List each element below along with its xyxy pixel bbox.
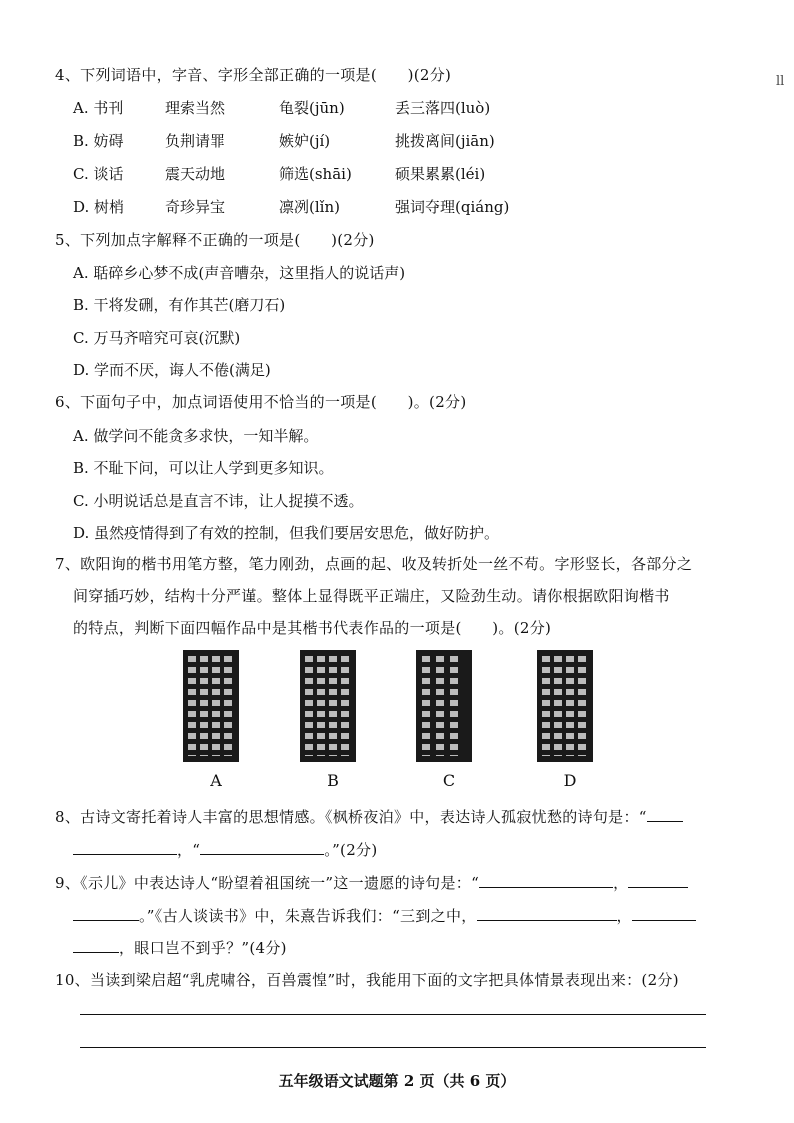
calligraphy-label-a: A: [210, 771, 222, 790]
question-6-stem: 6、下面句子中，加点词语使用不恰当的一项是( )。(2分): [55, 393, 467, 411]
question-7-line-3: 的特点，判断下面四幅作品中是其楷书代表作品的一项是( )。(2分): [73, 619, 552, 637]
calligraphy-label-c: C: [442, 771, 456, 790]
answer-blank[interactable]: [73, 840, 177, 855]
calligraphy-sample-a: [183, 650, 239, 762]
question-5-option-d: D. 学而不厌，诲人不倦(满足): [73, 361, 271, 379]
answer-blank[interactable]: [73, 938, 119, 953]
question-6-option-c: C. 小明说话总是直言不讳，让人捉摸不透。: [73, 492, 364, 510]
calligraphy-label-b: B: [327, 771, 339, 790]
calligraphy-sample-b: [300, 650, 356, 762]
answer-blank[interactable]: [477, 906, 617, 921]
answer-line[interactable]: [80, 1047, 706, 1048]
exam-page: ll 4、下列词语中，字音、字形全部正确的一项是( )(2分) A. 书刊 理索当然 龟裂(jūn) 丢三落四(luò) B. 妨碍 负荆请罪 嫉妒(jí) 挑拨离间(jiān) C. 谈话 震天动地 筛选(shāi) 硕果累累(léi) D. 树梢 奇珍异宝 凛冽(lǐn) 强词夺理(qiáng) 5、下列加点字解释不正确的一项是( )(2分) A. 聒碎乡心梦不成(声音嘈杂，这里指人的说话声) B. 干将发硎，有作其芒(磨刀石) C. 万马齐喑究可哀(沉默) D. 学而不厌，诲人不倦(满足) 6、下面句子中，加点词语使用不恰当的一项是( )。(2分) A. 做学问不能贪多求快，一知半解。 B. 不耻下问，可以让人学到更多知识。 C. 小明说话总是直言不讳，让人捉摸不透。 D. 虽然疫情得到了有效的控制，但我们要居安思危，做好防护。 7、欧阳询的楷书用笔方整，笔力刚劲，点画的起、收及转折处一丝不苟。字形竖长，各部分之 间穿插巧妙，结构十分严谨。整体上显得既平正端庄，又险劲生动。请你根据欧阳询楷书 的特点，判断下面四幅作品中是其楷书代表作品的一项是( )。(2分) A B C D 8、古诗文寄托着诗人丰富的思想情感。《枫桥夜泊》中，表达诗人孤寂忧愁的诗句是：“ ，“ 。”(2分) 9、《示儿》中表达诗人“盼望着祖国统一”这一遗愿的诗句是：“ ， 。”《古人谈读书》中，朱熹告诉我们：“三到之中， ， ，眼口岂不到乎？”(4分) 10、当读到梁启超“乳虎啸谷，百兽震惶”时，我能用下面的文字把具体情景表现出来：(2分) 五年级语文试题第 2 页（共 6 页）: [0, 0, 794, 1123]
answer-blank[interactable]: [479, 873, 613, 888]
calligraphy-sample-c: [416, 650, 472, 762]
page-footer: 五年级语文试题第 2 页（共 6 页）: [278, 1072, 516, 1090]
answer-blank[interactable]: [200, 840, 324, 855]
question-6-option-b: B. 不耻下问，可以让人学到更多知识。: [73, 459, 334, 477]
answer-blank[interactable]: [647, 807, 683, 822]
question-9-line-2: 。”《古人谈读书》中，朱熹告诉我们：“三到之中， ，: [73, 905, 696, 926]
calligraphy-label-d: D: [563, 771, 577, 790]
question-5-option-c: C. 万马齐喑究可哀(沉默): [73, 329, 241, 347]
question-9-line-3: ，眼口岂不到乎？”(4分): [73, 937, 287, 958]
question-10-stem: 10、当读到梁启超“乳虎啸谷，百兽震惶”时，我能用下面的文字把具体情景表现出来：(2分): [55, 971, 679, 989]
answer-blank[interactable]: [73, 906, 139, 921]
question-5-stem: 5、下列加点字解释不正确的一项是( )(2分): [55, 231, 375, 249]
answer-blank[interactable]: [632, 906, 696, 921]
question-6-option-a: A. 做学问不能贪多求快，一知半解。: [73, 427, 319, 445]
question-5-option-b: B. 干将发硎，有作其芒(磨刀石): [73, 296, 286, 314]
question-8-line-1: 8、古诗文寄托着诗人丰富的思想情感。《枫桥夜泊》中，表达诗人孤寂忧愁的诗句是：“: [55, 806, 683, 827]
question-6-option-d: D. 虽然疫情得到了有效的控制，但我们要居安思危，做好防护。: [73, 524, 500, 542]
question-7-line-1: 7、欧阳询的楷书用笔方整，笔力刚劲，点画的起、收及转折处一丝不苟。字形竖长，各部分之: [55, 555, 693, 573]
answer-blank[interactable]: [628, 873, 688, 888]
question-8-line-2: ，“ 。”(2分): [73, 839, 378, 860]
question-5-option-a: A. 聒碎乡心梦不成(声音嘈杂，这里指人的说话声): [73, 264, 406, 282]
question-7-line-2: 间穿插巧妙，结构十分严谨。整体上显得既平正端庄，又险劲生动。请你根据欧阳询楷书: [73, 587, 670, 605]
answer-line[interactable]: [80, 1014, 706, 1015]
edge-binding-mark: ll: [776, 74, 785, 89]
calligraphy-sample-d: [537, 650, 593, 762]
question-4-stem: 4、下列词语中，字音、字形全部正确的一项是( )(2分): [55, 66, 452, 84]
question-9-line-1: 9、《示儿》中表达诗人“盼望着祖国统一”这一遗愿的诗句是：“ ，: [55, 872, 688, 893]
